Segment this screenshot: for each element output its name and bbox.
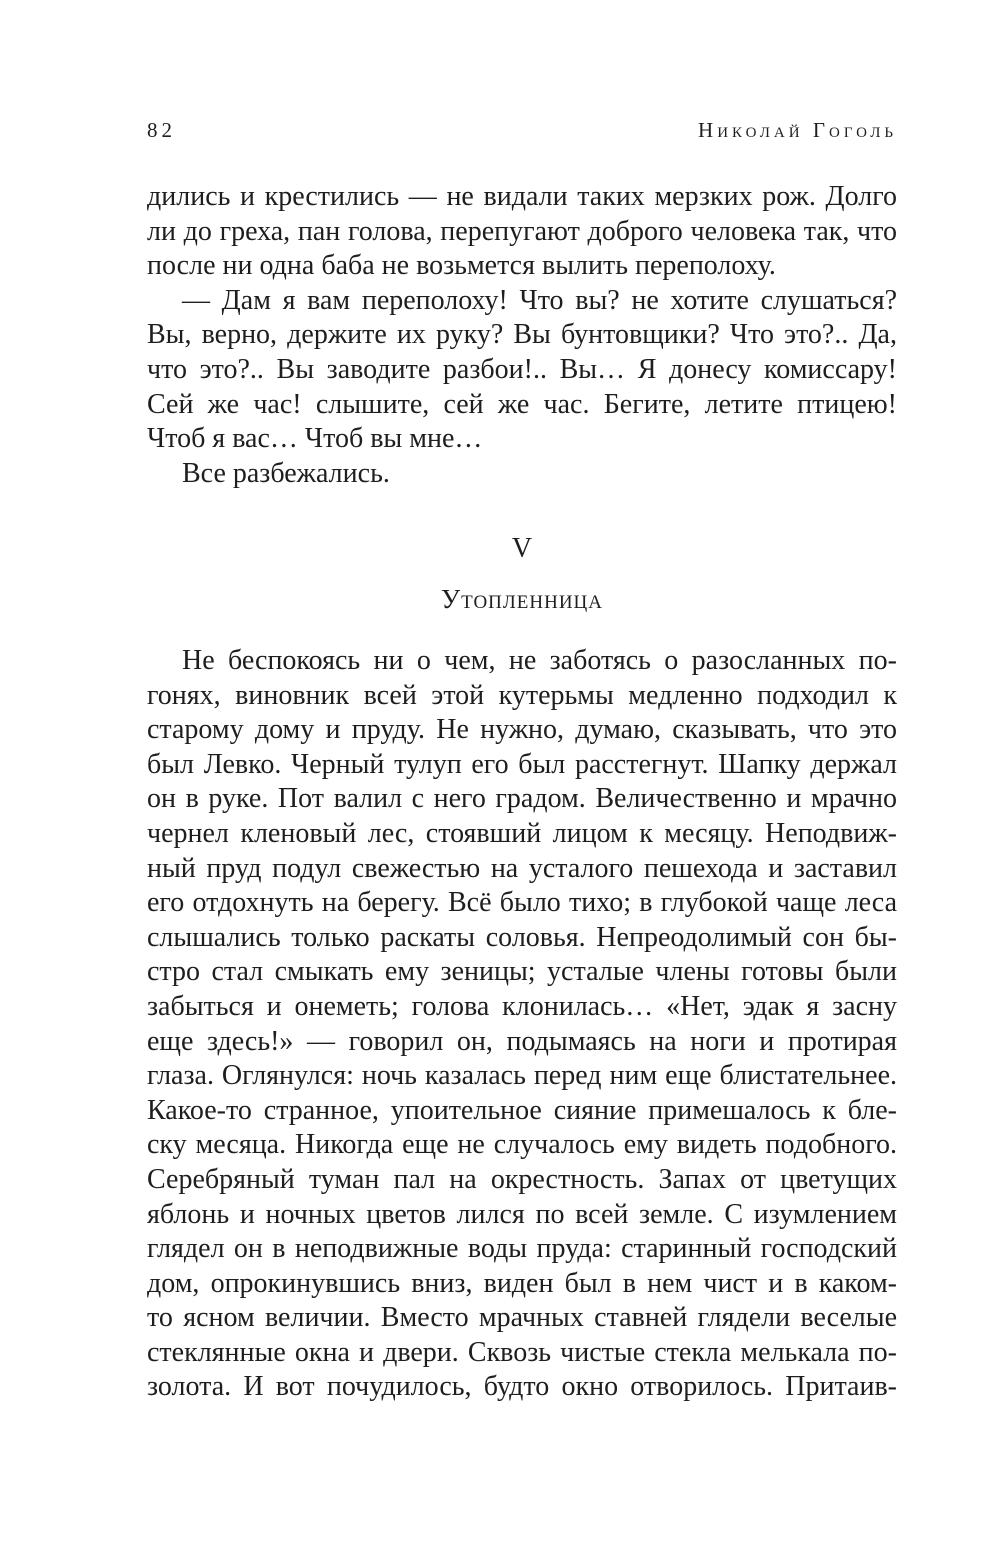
text-line: еще здесь!» — говорил он, подымаясь на ноги и протирая bbox=[147, 1025, 897, 1057]
text-line: то ясном величии. Вместо мрачных ставней глядели веселые bbox=[147, 1302, 897, 1334]
text-line: старому дому и пруду. Не нужно, думаю, сказывать, что это bbox=[147, 714, 897, 746]
text-line: стро стал смыкать ему зеницы; усталые члены готовы были bbox=[147, 956, 897, 988]
text-line: Все разбежались. bbox=[182, 457, 390, 489]
text-line: гонях, виновник всей этой кутерьмы медленно подходил к bbox=[147, 679, 897, 711]
previous-chapter-text bbox=[147, 180, 897, 491]
text-line: стеклянные окна и двери. Сквозь чистые стекла мелькала по- bbox=[147, 1336, 897, 1368]
text-line: ли до греха, пан голова, перепугают доброго человека так, что bbox=[147, 215, 897, 247]
text-line: что это?.. Вы заводите разбои!.. Вы… Я донесу комиссару! bbox=[147, 353, 897, 385]
text-line: дом, опрокинувшись вниз, виден был в нем чист и в каком- bbox=[147, 1267, 897, 1299]
page-number: 82 bbox=[147, 118, 176, 142]
text-line: его отдохнуть на берегу. Всё было тихо; в глубокой чаще леса bbox=[147, 887, 897, 919]
text-line: Вы, верно, держите их руку? Вы бунтовщики? Что это?.. Да, bbox=[147, 319, 897, 351]
chapter-number: V bbox=[511, 533, 533, 564]
running-head bbox=[147, 118, 897, 152]
text-line: — Дам я вам переполоху! Что вы? не хотите слушаться? bbox=[182, 284, 897, 316]
text-line: золота. И вот почудилось, будто окно отворилось. Притаив- bbox=[147, 1371, 897, 1403]
chapter-title: Утопленница bbox=[440, 584, 603, 614]
running-head-author: Николай Гоголь bbox=[698, 118, 897, 142]
text-line: забыться и онеметь; голова клонилась… «Нет, эдак я засну bbox=[147, 990, 897, 1022]
text-line: Чтоб я вас… Чтоб вы мне… bbox=[147, 423, 483, 455]
text-line: он в руке. Пот валил с него градом. Величественно и мрачно bbox=[147, 783, 897, 815]
text-line: после ни одна баба не возьмется вылить переполоху. bbox=[147, 250, 776, 282]
text-line: дились и крестились — не видали таких мерзких рож. Долго bbox=[147, 181, 897, 212]
text-line: яблонь и ночных цветов лился по всей земле. С изумлением bbox=[147, 1198, 897, 1230]
text-line: ску месяца. Никогда еще не случалось ему видеть подобного. bbox=[147, 1129, 897, 1161]
text-line: Не беспокоясь ни о чем, не заботясь о разосланных по- bbox=[182, 645, 897, 676]
text-line: глаза. Оглянулся: ночь казалась перед ним еще блистательнее. bbox=[147, 1060, 897, 1092]
text-line: Сей же час! слышите, сей же час. Бегите, летите птицею! bbox=[147, 388, 897, 420]
text-line: Серебряный туман пал на окрестность. Запах от цветущих bbox=[147, 1163, 897, 1195]
text-line: Какое-то странное, упоительное сияние примешалось к бле- bbox=[147, 1094, 897, 1126]
text-line: слышались только раскаты соловья. Непреодолимый сон бы- bbox=[147, 921, 897, 953]
text-line: глядел он в неподвижные воды пруда: старинный господский bbox=[147, 1233, 897, 1265]
text-line: ный пруд подул свежестью на усталого пешехода и заставил bbox=[147, 852, 897, 884]
chapter-body-text bbox=[147, 644, 897, 1405]
text-line: чернел кленовый лес, стоявший лицом к месяцу. Неподвиж- bbox=[147, 817, 897, 849]
text-line: был Левко. Черный тулуп его был расстегнут. Шапку держал bbox=[147, 748, 897, 780]
